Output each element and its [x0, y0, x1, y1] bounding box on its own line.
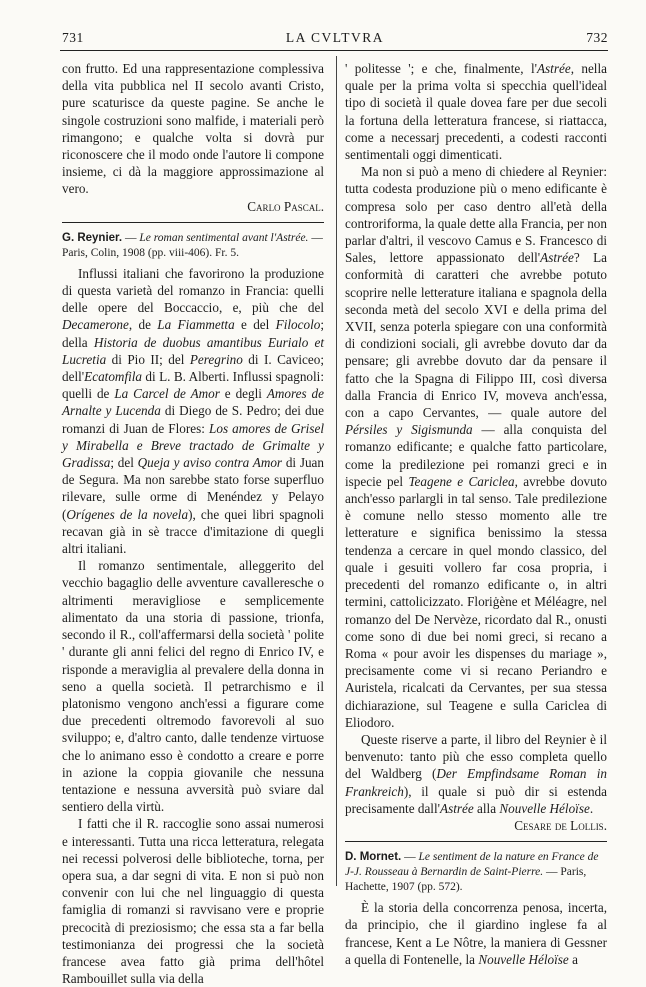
- header-rule: [60, 50, 608, 51]
- running-header: [62, 30, 608, 50]
- paragraph: Influssi italiani che favorirono la produzione di questa varietà del romanzo in Francia: quelli delle opere del Boccaccio, e, più che del Decamerone, de La Fiammetta e del Filocolo; della Historia de duobus amantibus Eurialo et Lucretia di Pio II; del Peregrino di I. Caviceo; dell'Ecatomfila di L. B. Alberti. Influssi spagnoli: quelli de La Carcel de Amor e degli Amores de Arnalte y Lucenda di Diego de S. Pedro; dei due romanzi di Juan de Flores: Los amores de Grisel y Mirabella e Breve tractado de Grimalte y Gradissa; del Queja y aviso contra Amor di Juan de Segura. Ma non sarebbe stato forse superfluo rilevare, sulle orme di Menéndez y Pelayo (Orígenes de la novela), che quei libri spagnoli recavan già in sè tracce d'imitazione di quegli altri italiani.: [62, 265, 325, 557]
- section-rule: [62, 222, 324, 223]
- review-author: G. Reynier.: [62, 231, 123, 244]
- review-author: D. Mornet.: [345, 851, 402, 864]
- left-column: [62, 60, 324, 987]
- signature: Cesare de Lollis.: [514, 817, 607, 833]
- review-publication: — Paris, Hachette, 1907 (pp. 572).: [345, 866, 587, 894]
- journal-title: LA CVLTVRA: [285, 30, 385, 45]
- section-rule: [345, 841, 607, 842]
- paragraph: Queste riserve a parte, il libro del Reynier è il benvenuto: tanto più che esso completa quello del Waldberg (Der Empfindsame Roman in Frankreich), il quale si può dir si estenda precisamente dall'Astrée alla Nouvelle Héloïse.: [345, 731, 607, 816]
- paragraph: con frutto. Ed una rappresentazione complessiva della vita pubblica nel II secolo avanti Cristo, pure scaturisce da queste pagine. Se anche le singole costruzioni sono malfide, i materiali però rimangono; e qualche volta si dovrà pur riconoscere che il modo onde l'autore li compone insieme, ci dà la maggiore approssimazione al vero.: [62, 61, 324, 197]
- review-title: Le sentiment de la nature en France de J-J. Rousseau à Bernardin de Saint-Pierre.: [345, 851, 599, 879]
- page-number-right: 732: [586, 30, 608, 45]
- paragraph: Il romanzo sentimentale, alleggerito del vecchio bagaglio delle avventure cavalleresche o altrimenti meravigliose e semplicemente alimentato da una storia di passione, trionfa, secondo il R., coll'affermarsi della società ' polite ' durante gli anni felici del regno di Enrico IV, e risponde a meraviglia al prevalere della donna in seno a quella società. Il petrarchismo e il platonismo vengono anch'essi a figurare come due precedenti oltremodo favorevoli al suo sviluppo; e, d'altro canto, dalle tendenze virtuose che lo animano esso è condotto a creare e porre in azione la coppia giovanile che nessuna tentazione e nessuna avversità può sviare dal sentiero della virtù.: [62, 558, 324, 815]
- review-publication: — Paris, Colin, 1908 (pp. viii-406). Fr. 5.: [62, 231, 323, 259]
- paragraph: Ma non si può a meno di chiedere al Reynier: tutta codesta produzione più o meno edificante è compresa solo per caso dentro all'età della controriforma, la quale dette alla Francia, per non parlar d'altri, il vescovo Camus e S. Francesco di Sales, lettore appassionato dell'Astrée? La conformità di caratteri che avrebbe potuto scoprire nelle letterature italiana e spagnola della seconda metà del secolo XVI e della prima del XVII, senza poterla spiegare con una conformità di condizioni sociali, gli avrebbe dovuto dar da pensare; gli avrebbe dovuto dar da pensare il fatto che la Spagna di Filippo III, così diversa dalla Francia di Enrico IV, moveva anch'essa, con a capo Cervantes, — quale autore del Pérsiles y Sigismunda — alla conquista del romanzo edificante; e qualche fatto particolare, come la predilezione pei romanzi greci e in ispecie pel Teagene e Cariclea, avrebbe dovuto anch'esso parlargli in tal senso. Tale predilezione è comune nello stesso momento alle tre letterature e significa benissimo la stessa tendenza a cercare in quel mondo classico, del quale i gesuiti vollero far cosa propria, i precedenti del romanzo edificante o, in altri termini, cattolicizzato. Floriġène et Méléagre, nel romanzo del De Nervèze, ricordato dal R., onusti come sono di due bei nomi greci, si recano a Roma « pour avoir les dispenses du mariage », precisamente come vi si recano Periandro e Auristela, ricalcati da Cervantes, per sua stessa dichiarazione, sul Teagene e sulla Cariclea di Eliodoro.: [345, 164, 608, 730]
- review-heading: G. Reynier. — Le roman sentimental avant l'Astrée. — Paris, Colin, 1908 (pp. viii-406). Fr. 5.: [62, 231, 323, 259]
- paragraph: I fatti che il R. raccoglie sono assai numerosi e interessanti. Tutta una ricca letteratura, relegata nei recessi polverosi delle biblioteche, torna, per opera sua, a dar segni di vita. E non si può non convenir con lui che nel linguaggio di questa famiglia di romanzi si ravvisano vere e proprie precocità di preziosismo; che essa sta a far bella testimonianza dei progressi che la società francese avea fatto già prima dell'hôtel Rambouillet sulla via della: [62, 816, 324, 987]
- paragraph: È la storia della concorrenza penosa, incerta, da principio, che il giardino inglese fa al francese, Kent a Le Nôtre, la maniera di Gessner a quella di Fontenelle, la Nouvelle Héloïse a: [345, 900, 607, 967]
- paragraph: ' politesse '; e che, finalmente, l'Astrée, nella quale per la prima volta si specchia quell'ideal tipo di società il quale dovea fare per due secoli la fortuna della letteratura francese, si riattacca, come a necessarj precedenti, a codesti racconti sentimentali oggi dimenticati.: [345, 61, 607, 163]
- review-heading: D. Mornet. — Le sentiment de la nature en France de J-J. Rousseau à Bernardin de Saint-Pierre. — Paris, Hachette, 1907 (pp. 572).: [345, 851, 599, 894]
- page-number-left: 731: [62, 30, 84, 45]
- signature: Carlo Pascal.: [247, 198, 324, 214]
- column-divider: [336, 56, 337, 886]
- right-column: [345, 60, 607, 968]
- review-title: Le roman sentimental avant l'Astrée.: [139, 231, 309, 244]
